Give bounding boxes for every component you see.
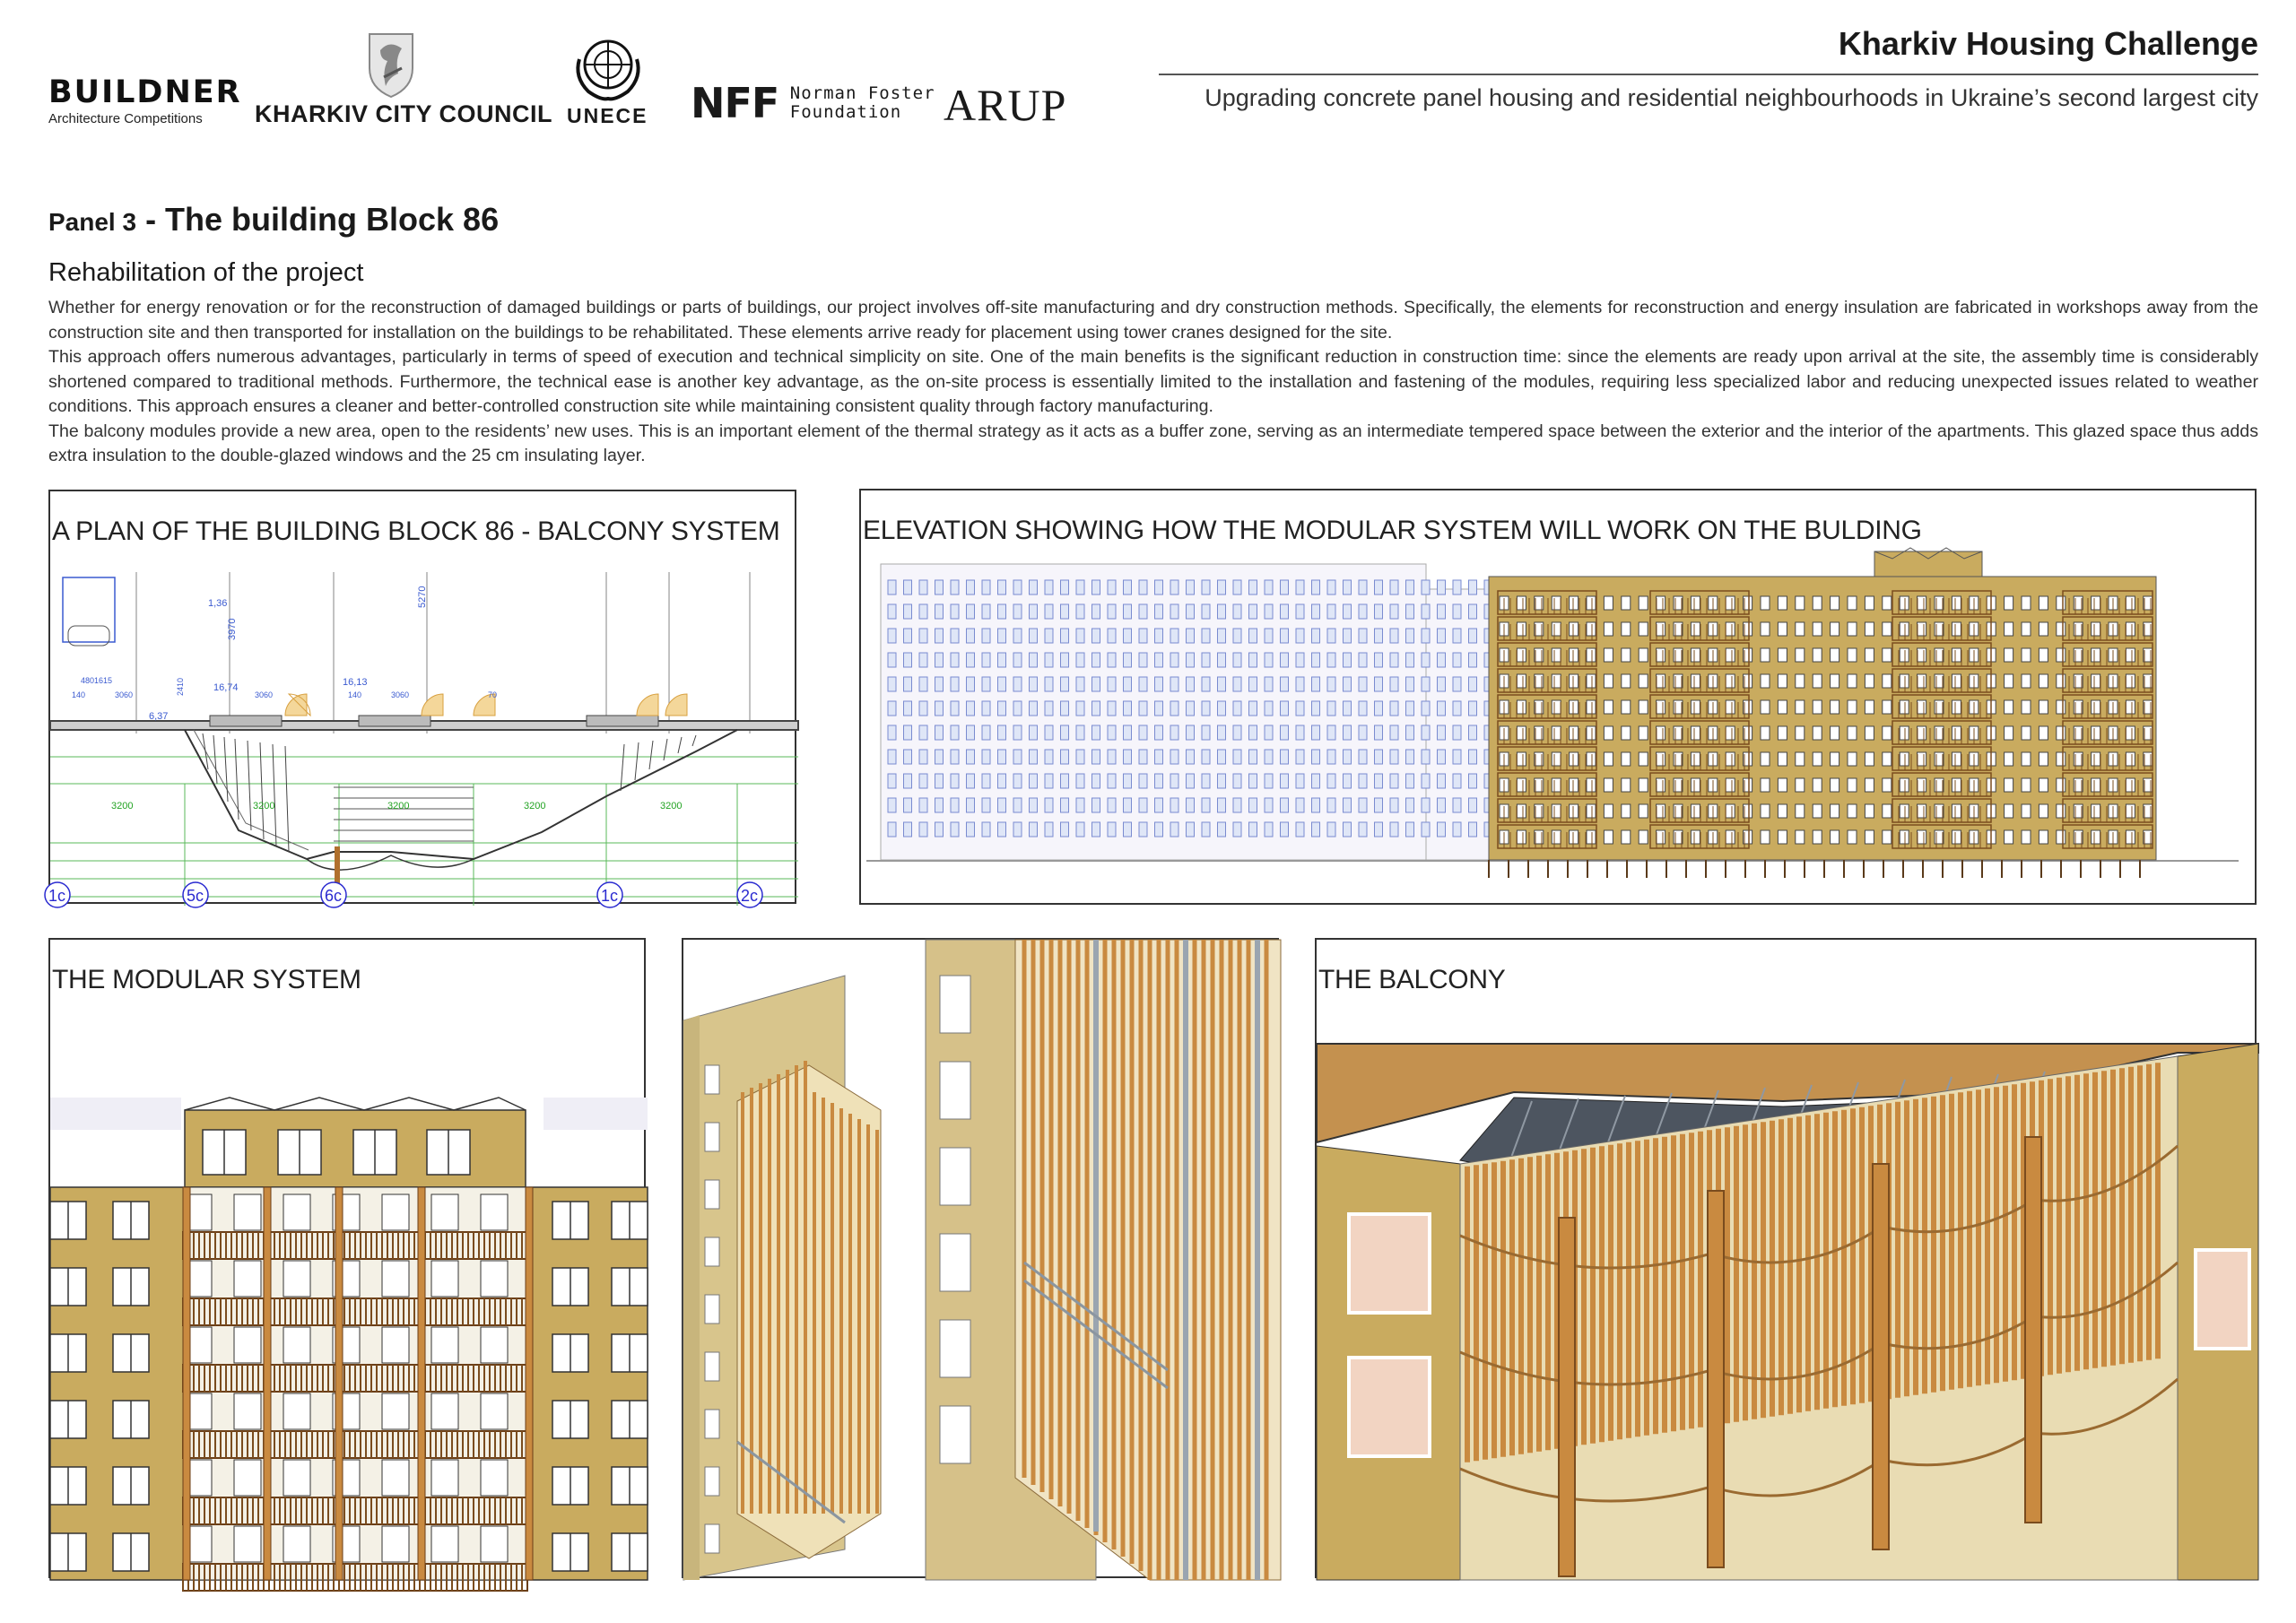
plan-dim: 70 [488, 690, 498, 699]
buildner-logo-name: BUILDNER [48, 74, 242, 110]
header-title: Kharkiv Housing Challenge [1838, 25, 2258, 62]
plan-dim: 6,37 [149, 711, 169, 722]
axis-label: 5c [187, 887, 204, 905]
balcony-figure [1315, 938, 2257, 1578]
plan-dim: 16,74 [213, 682, 239, 693]
un-emblem-icon [561, 32, 651, 102]
unece-logo [561, 32, 651, 131]
modular-figure [48, 938, 646, 1578]
plan-dim: 3970 [227, 618, 238, 640]
nff-logo [691, 79, 935, 127]
kharkiv-logo-name: KHARKIV CITY COUNCIL [255, 100, 553, 127]
plan-dim: 16,13 [343, 677, 368, 688]
panel-heading [48, 201, 499, 239]
plan-figure-label: A PLAN OF THE BUILDING BLOCK 86 - BALCONY SYSTEM [52, 516, 780, 546]
unece-logo-name: UNECE [567, 104, 648, 127]
modular-drawing [50, 940, 648, 1580]
paragraph: This approach offers numerous advantages, particularly in terms of speed of execution and technical simplicity on site. One of the main benefits is the significant reduction in construction time: since the elements are ready upon arrival at the site, the assembly time is considerably shortened compared to traditional methods. Furthermore, the technical ease is another key advantage, as the on-site process is essentially limited to the installation and fastening of the modules, requiring less specialized labor and reducing unexpected issues related to weather conditions. This approach ensures a cleaner and better-controlled construction site while maintaining consistent quality through factory manufacturing. [48, 347, 2258, 416]
panel-title: - The building Block 86 [145, 201, 500, 238]
arup-logo: ARUP [944, 80, 1067, 130]
plan-dim: 3200 [387, 801, 410, 812]
plan-dim: 3060 [115, 690, 134, 699]
plan-dim: 3200 [524, 801, 546, 812]
plan-figure [48, 490, 796, 904]
elevation-drawing [861, 490, 2258, 907]
plan-dim: 3200 [111, 801, 134, 812]
balcony-figure-label: THE BALCONY [1318, 965, 1506, 994]
axis-label: 2c [741, 887, 759, 905]
plan-dim: 3200 [660, 801, 683, 812]
header-subtitle: Upgrading concrete panel housing and residential neighbourhoods in Ukraine’s second largest city [1205, 84, 2258, 111]
header-divider [1159, 74, 2258, 75]
axis-label: 1c [601, 887, 619, 905]
axis-label: 6c [325, 887, 343, 905]
axis-label: 1c [48, 887, 66, 905]
modular-figure-label: THE MODULAR SYSTEM [52, 965, 361, 994]
plan-dim: 140 [72, 690, 86, 699]
nff-logo-mark: NFF [691, 79, 779, 127]
plan-dim: 3200 [253, 801, 275, 812]
elevation-figure-label: ELEVATION SHOWING HOW THE MODULAR SYSTEM WILL WORK ON THE BULDING [863, 516, 1922, 545]
nff-logo-line1: Norman Foster [789, 83, 935, 103]
plan-dim: 1,36 [208, 598, 228, 609]
plan-drawing [50, 491, 798, 906]
plan-dim: 4801615 [81, 676, 113, 685]
plan-dim: 5270 [417, 586, 428, 608]
plan-dim: 2410 [176, 677, 185, 696]
body-text [48, 296, 2258, 469]
panel-number: Panel 3 [48, 208, 137, 236]
balcony-drawing [1317, 940, 2258, 1580]
buildner-logo [48, 75, 242, 126]
elevation-figure [859, 489, 2257, 905]
kharkiv-coat-of-arms-icon [255, 32, 533, 99]
section-title: Rehabilitation of the project [48, 258, 364, 287]
plan-dim: 140 [348, 690, 362, 699]
paragraph: Whether for energy renovation or for the reconstruction of damaged buildings or parts of buildings, our project involves off-site manufacturing and dry construction methods. Specifically, the elements for reconstruction and energy insulation are fabricated in workshops away from the construction site and then transported for installation on the buildings to be rehabilitated. These elements arrive ready for placement using tower cranes designed for the site. [48, 298, 2258, 343]
plan-dim: 3060 [391, 690, 410, 699]
paragraph: The balcony modules provide a new area, open to the residents’ new uses. This is an important element of the thermal strategy as it acts as a buffer zone, serving as an intermediate tempered space between the exterior and the interior of the apartments. This glazed space thus adds extra insulation to the double-glazed windows and the 25 cm insulating layer. [48, 421, 2258, 465]
axonometric-drawing [683, 940, 1281, 1580]
plan-dim: 3060 [255, 690, 274, 699]
axonometric-figure [682, 938, 1279, 1578]
buildner-logo-subtitle: Architecture Competitions [48, 111, 203, 126]
kharkiv-logo [255, 32, 553, 131]
nff-logo-line2: Foundation [789, 102, 902, 122]
